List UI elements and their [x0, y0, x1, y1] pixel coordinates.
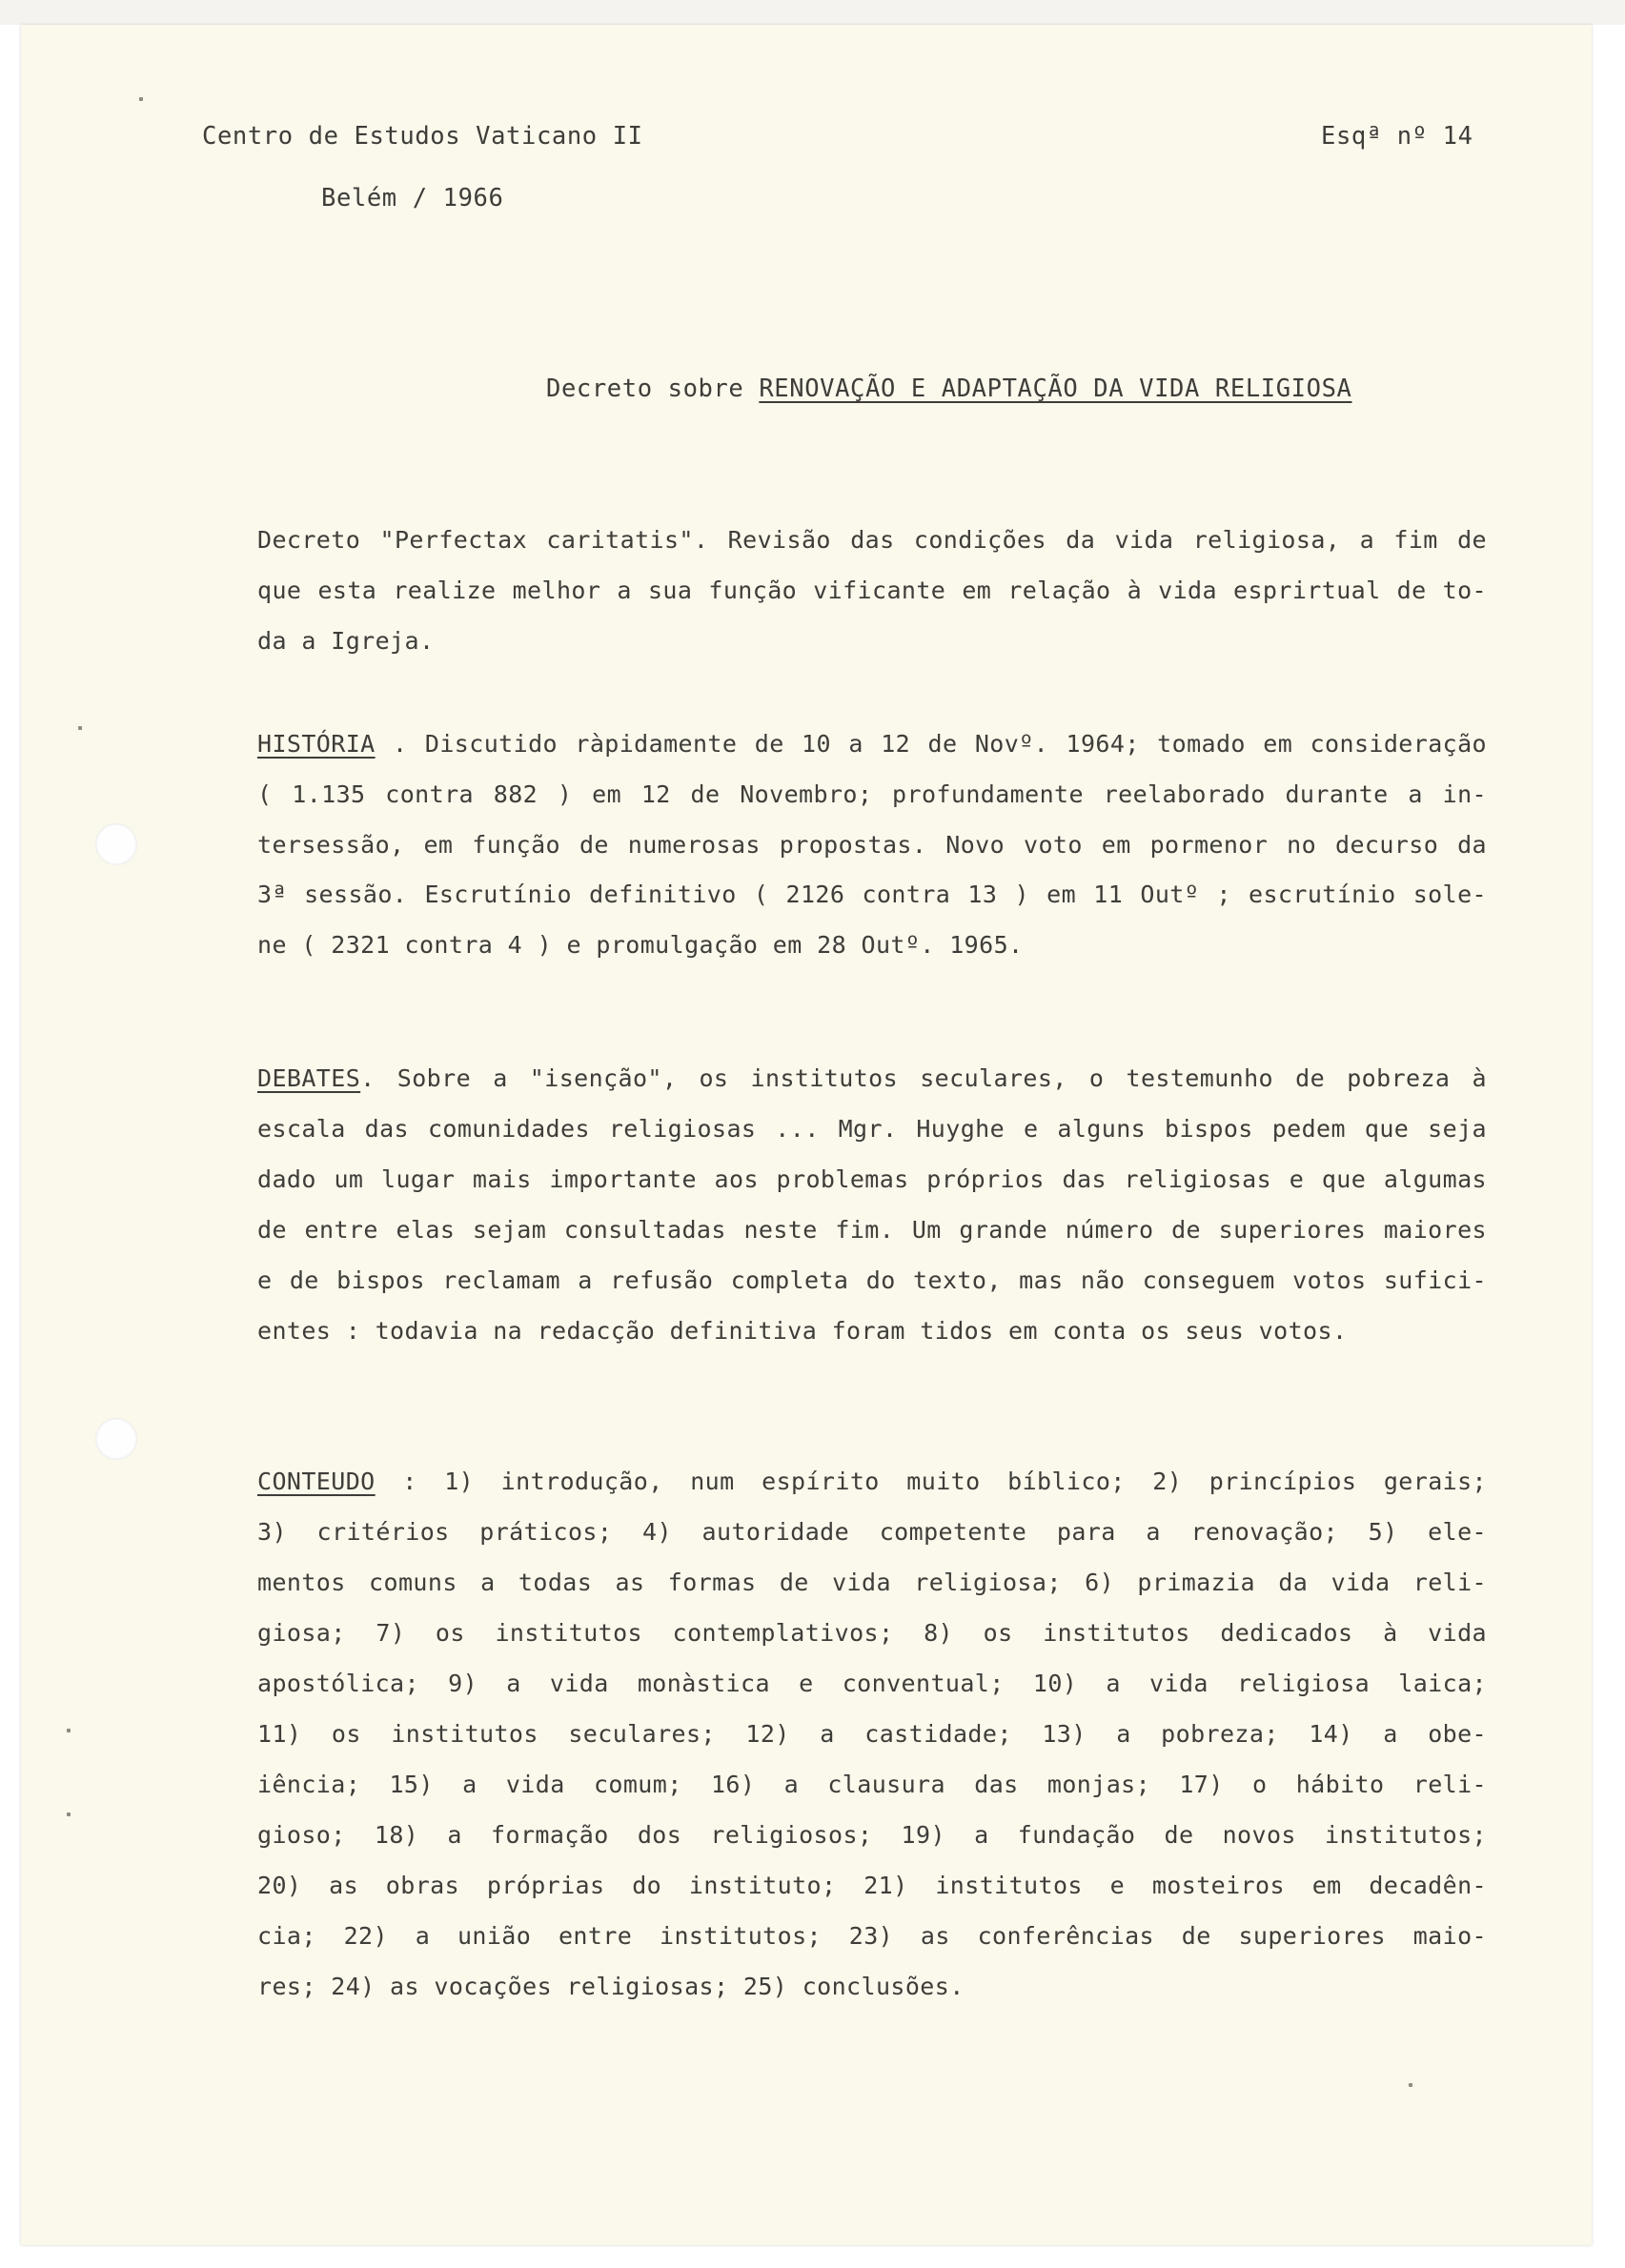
title-subject: RENOVAÇÃO E ADAPTAÇÃO DA VIDA RELIGIOSA	[759, 375, 1352, 403]
debates-line: de entre elas sejam consultadas neste fim. Um grande número de superiores maiores	[257, 1216, 1487, 1244]
speck	[67, 1729, 71, 1732]
punch-hole-icon	[95, 1418, 137, 1460]
debates-text: . Sobre a "isenção", os institutos seculares, o testemunho de pobreza à	[360, 1064, 1487, 1092]
conteudo-text: : 1) introdução, num espírito muito bíblico; 2) princípios gerais;	[402, 1468, 1487, 1495]
place-date: Belém / 1966	[321, 184, 504, 213]
speck	[78, 726, 82, 730]
intro-line: que esta realize melhor a sua função vificante em relação à vida esprirtual de to-	[257, 577, 1487, 604]
conteudo-line: res; 24) as vocações religiosas; 25) conclusões.	[257, 1973, 965, 2000]
debates-line	[257, 1064, 1487, 1092]
conteudo-line: apostólica; 9) a vida monàstica e conventual; 10) a vida religiosa laica;	[257, 1670, 1487, 1697]
historia-line: ( 1.135 contra 882 ) em 12 de Novembro; profundamente reelaborado durante a in-	[257, 780, 1487, 808]
conteudo-line: 20) as obras próprias do instituto; 21) institutos e mosteiros em decadên-	[257, 1872, 1487, 1899]
speck	[1409, 2083, 1412, 2087]
document-title	[546, 375, 1351, 403]
debates-label: DEBATES	[257, 1064, 361, 1092]
conteudo-line: giosa; 7) os institutos contemplativos; 8) os institutos dedicados à vida	[257, 1619, 1487, 1647]
debates-line: escala das comunidades religiosas ... Mgr. Huyghe e alguns bispos pedem que seja	[257, 1115, 1487, 1143]
debates-line: e de bispos reclamam a refusão completa do texto, mas não conseguem votos sufici-	[257, 1266, 1487, 1294]
conteudo-line: 3) critérios práticos; 4) autoridade competente para a renovação; 5) ele-	[257, 1518, 1487, 1546]
historia-line: tersessão, em função de numerosas propostas. Novo voto em pormenor no decurso da	[257, 831, 1487, 859]
conteudo-line: gioso; 18) a formação dos religiosos; 19) a fundação de novos institutos;	[257, 1821, 1487, 1849]
conteudo-line: iência; 15) a vida comum; 16) a clausura das monjas; 17) o hábito reli-	[257, 1771, 1487, 1798]
historia-text: . Discutido ràpidamente de 10 a 12 de Novº. 1964; tomado em consideração	[393, 730, 1488, 758]
conteudo-line: mentos comuns a todas as formas de vida religiosa; 6) primazia da vida reli-	[257, 1569, 1487, 1596]
historia-line: 3ª sessão. Escrutínio definitivo ( 2126 contra 13 ) em 11 Outº ; escrutínio sole-	[257, 881, 1487, 908]
historia-line	[257, 730, 1487, 758]
conteudo-line	[257, 1468, 1487, 1495]
punch-hole-icon	[95, 823, 137, 865]
speck	[139, 97, 143, 101]
conteudo-line: cia; 22) a união entre institutos; 23) as conferências de superiores maio-	[257, 1922, 1487, 1950]
institution-name: Centro de Estudos Vaticano II	[202, 122, 643, 151]
intro-line: da a Igreja.	[257, 627, 435, 655]
document-reference: Esqª nº 14	[1321, 122, 1473, 151]
speck	[67, 1812, 71, 1816]
title-prefix: Decreto sobre	[546, 375, 760, 403]
scan-border	[0, 0, 1625, 25]
conteudo-label: CONTEUDO	[257, 1468, 376, 1495]
historia-line: ne ( 2321 contra 4 ) e promulgação em 28 Outº. 1965.	[257, 931, 1024, 959]
historia-label: HISTÓRIA	[257, 730, 376, 758]
debates-line: dado um lugar mais importante aos problemas próprios das religiosas e que algumas	[257, 1165, 1487, 1193]
intro-line: Decreto "Perfectax caritatis". Revisão das condições da vida religiosa, a fim de	[257, 526, 1487, 554]
conteudo-line: 11) os institutos seculares; 12) a castidade; 13) a pobreza; 14) a obe-	[257, 1720, 1487, 1748]
debates-line: entes : todavia na redacção definitiva foram tidos em conta os seus votos.	[257, 1317, 1348, 1345]
